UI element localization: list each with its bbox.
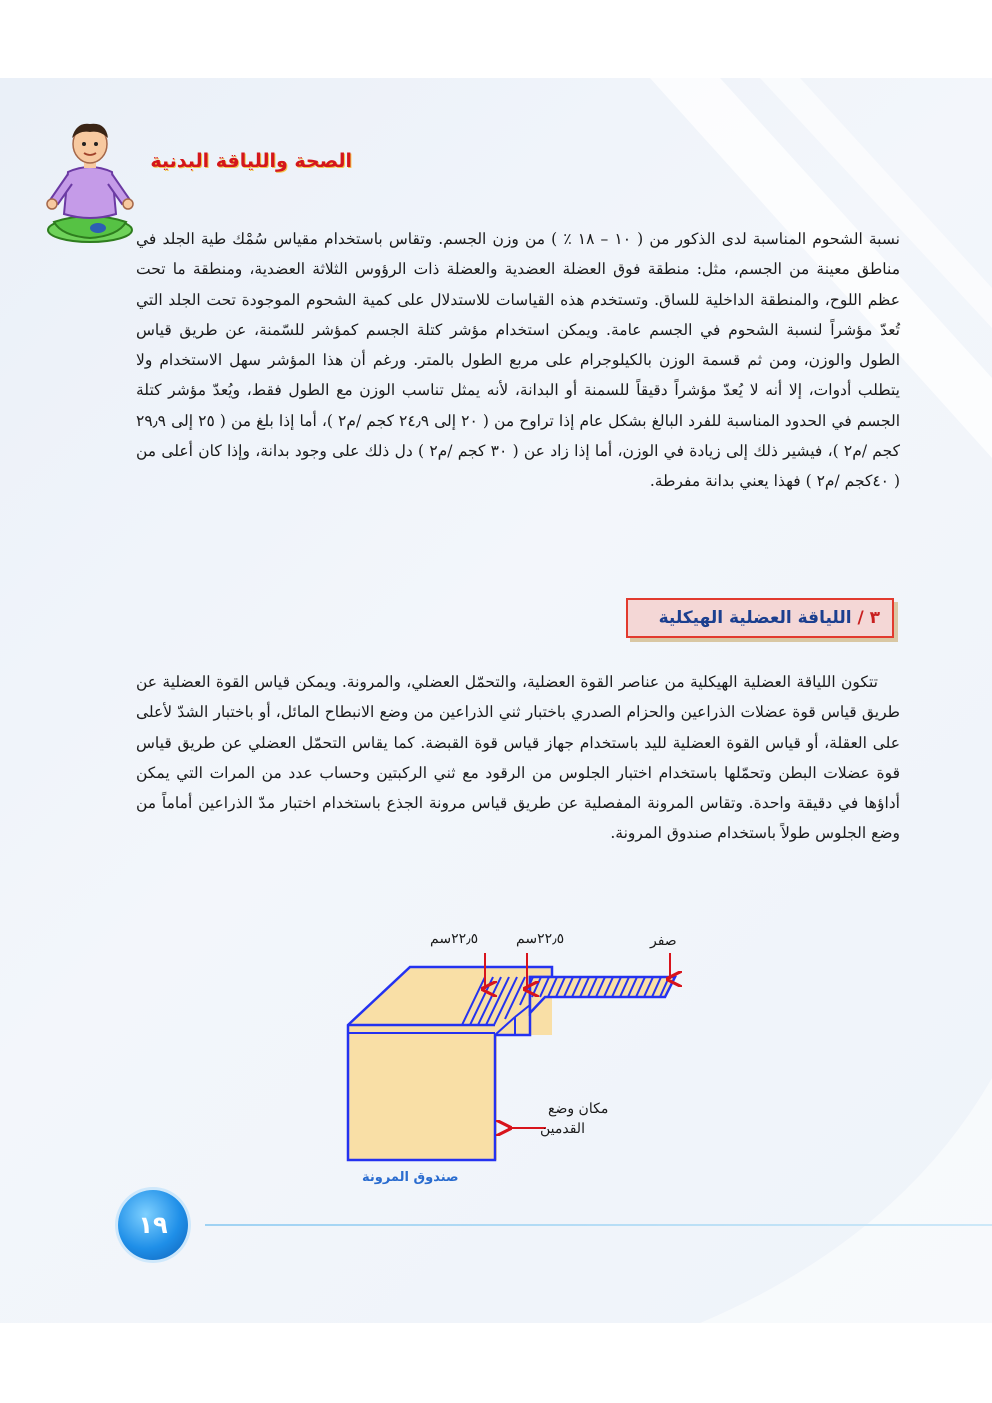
section-title: اللياقة العضلية الهيكلية — [658, 608, 852, 628]
label-feet-line1: مكان وضع — [548, 1101, 609, 1117]
label-zero: صفر — [650, 933, 677, 949]
boy-mascot-icon — [40, 118, 140, 248]
section-number: ٣ / — [857, 608, 880, 628]
flexibility-box-figure — [340, 925, 700, 1195]
figure-caption: صندوق المرونة — [362, 1170, 459, 1185]
section-heading — [626, 598, 894, 638]
chapter-title: الصحة واللياقة البدنية — [150, 150, 352, 172]
label-22-5-left: ٢٢٫٥سم — [430, 931, 479, 947]
body-paragraph-body-fat: نسبة الشحوم المناسبة لدى الذكور من ( ١٠ – ١٨ ٪ ) من وزن الجسم. وتقاس باستخدام مقياس سُمْك طية الجلد في مناطق معينة من الجسم، مثل: منطقة فوق العضلة العضدية والعضلة ذات الرؤوس الثلاثة العضدية، ومنطقة ما تحت عظم اللوح، والمنطقة الداخلية للساق. وتستخدم هذه القياسات للاستدلال على كمية الشحوم الموجودة تحت الجلد التي تُعدّ مؤشراً لنسبة الشحوم في الجسم عامة. ويمكن استخدام مؤشر كتلة الجسم كمؤشر للسّمنة، عن طريق قياس الطول والوزن، ومن ثم قسمة الوزن بالكيلوجرام على مربع الطول بالمتر. ورغم أن هذا المؤشر سهل الاستخدام ولا يتطلب أدوات، إلا أنه لا يُعدّ مؤشراً دقيقاً للسمنة أو البدانة، لأنه يمثل تناسب الوزن مع الطول فقط، ويُعدّ مؤشر كتلة الجسم في الحدود المناسبة للفرد البالغ بشكل عام إذا تراوح من ( ٢٠ إلى ٢٤٫٩ كجم /م٢ )، أما إذا بلغ من ( ٢٥ إلى ٢٩٫٩ كجم /م٢ )، فيشير ذلك إلى زيادة في الوزن، أما إذا زاد عن ( ٣٠ كجم /م٢ ) دل ذلك على وجود بدانة، وإذا كان أعلى من ( ٤٠كجم /م٢ ) فهذا يعني بدانة مفرطة. — [136, 230, 901, 491]
page-number-badge: ١٩ — [118, 1190, 188, 1260]
label-22-5-middle: ٢٢٫٥سم — [516, 931, 565, 947]
footer-divider — [205, 1224, 992, 1226]
body-paragraph-muscular-fitness: تتكون اللياقة العضلية الهيكلية من عناصر القوة العضلية، والتحمّل العضلي، والمرونة. ويمكن قياس القوة العضلية عن طريق قياس قوة عضلات الذراعين والحزام الصدري باختبار ثني الذراعين من وضع الانبطاح المائل، أو باختبار الشدّ لأعلى على العقلة، أو قياس القوة العضلية لليد باستخدام جهاز قياس قوة القبضة. كما يقاس التحمّل العضلي عن طريق قياس قوة عضلات البطن وتحمّلها باستخدام اختبار الجلوس من الرقود مع ثني الركبتين وحساب عدد من المرات التي يمكن أداؤها في دقيقة واحدة. وتقاس المرونة المفصلية عن طريق قياس مرونة الجذع باستخدام اختبار مدّ الذراعين أماماً من وضع الجلوس طولاً باستخدام صندوق المرونة. — [136, 673, 900, 843]
flexibility-box-diagram — [340, 925, 700, 1195]
label-feet-line2: القدمين — [540, 1121, 585, 1137]
